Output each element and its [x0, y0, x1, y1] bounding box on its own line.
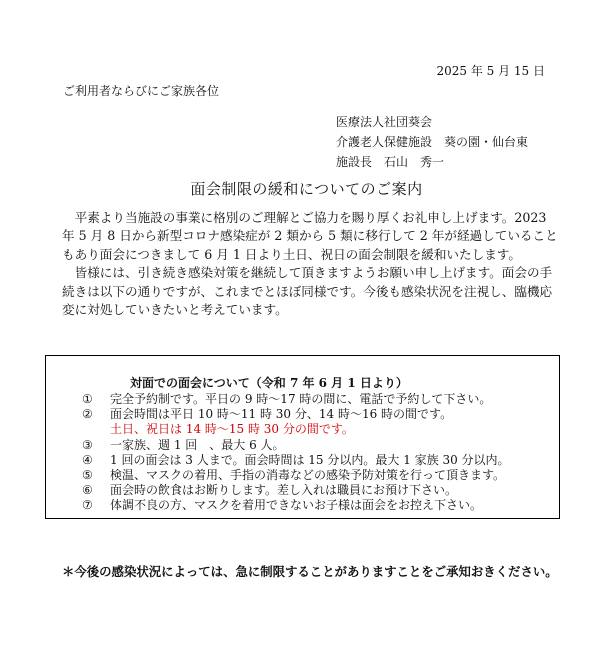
item-text: 面会時間は平日 10 時～11 時 30 分、14 時～16 時の間です。 — [110, 407, 453, 422]
weekend-hours-highlight: 土日、祝日は 14 時～15 時 30 分の間です。 — [110, 422, 354, 437]
item-number: ④ — [82, 452, 93, 467]
document-title: 面会制限の緩和についてのご案内 — [190, 180, 423, 198]
list-item — [82, 453, 510, 468]
item-text: 体調不良の方、マスクを着用できないお子様は面会をお控え下さい。 — [110, 498, 483, 513]
body-text — [62, 209, 562, 319]
item-number — [82, 422, 110, 437]
closing-note: ＊今後の感染状況によっては、急に制限することがありますことをご承知おきください。 — [62, 564, 558, 579]
document-date: 2025 年 5 月 15 日 — [436, 64, 545, 78]
sender-organization: 医療法人社団葵会 — [336, 115, 433, 129]
item-text: 面会時の飲食はお断りします。差し入れは職員にお預け下さい。 — [110, 483, 458, 498]
list-item — [82, 407, 510, 422]
sender-block — [336, 112, 528, 172]
body-paragraph: 皆様には、引き続き感染対策を継続して頂きますようお願い申し上げます。面会の手続きは以下の通りですが、これまでとほぼ同様です。今後も感染状況を注視し、臨機応変に対処していきたいと考えています。 — [62, 265, 553, 318]
item-number: ⑥ — [82, 483, 93, 498]
recipient: ご利用者ならびにご家族各位 — [63, 84, 220, 98]
list-item — [82, 438, 510, 453]
item-text: 1 回の面会は 3 人まで。面会時間は 15 分以内。最大 1 家族 30 分以内。 — [110, 452, 510, 467]
list-item — [82, 483, 510, 498]
visit-rules-title: 対面での面会について（令和 7 年 6 月 1 日より） — [130, 376, 408, 390]
item-number: ① — [82, 392, 93, 406]
list-item — [82, 422, 510, 437]
item-number: ③ — [82, 437, 93, 452]
item-number: ⑤ — [82, 468, 93, 483]
list-item — [82, 468, 510, 483]
item-number: ② — [82, 407, 93, 422]
list-item — [82, 498, 510, 513]
body-paragraph: 平素より当施設の事業に格別のご理解とご協力を賜り厚くお礼申し上げます。2023 年 5 月 8 日から新型コロナ感染症が 2 類から 5 類に移行して 2 年が経過していることもあり面会につきまして 6 月 1 日より土日、祝日の面会制限を緩和いたします。 — [62, 210, 558, 262]
item-text: 完全予約制です。平日の 9 時～17 時の間に、電話で予約して下さい。 — [110, 392, 492, 406]
item-text: 検温、マスクの着用、手指の消毒などの感染予防対策を行って頂きます。 — [110, 468, 506, 483]
visit-rules-list — [82, 392, 510, 514]
item-number: ⑦ — [82, 498, 93, 513]
item-text: 一家族、週 1 回 、最大 6 人。 — [110, 437, 285, 452]
sender-facility: 介護老人保健施設 葵の園・仙台東 — [336, 135, 529, 149]
list-item — [82, 392, 510, 407]
sender-director: 施設長 石山 秀一 — [336, 155, 445, 169]
